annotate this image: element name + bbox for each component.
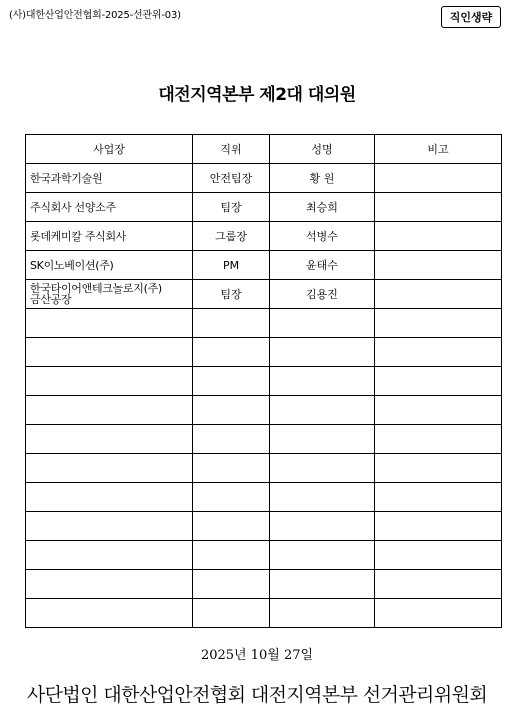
cell-name: 윤태수	[270, 251, 375, 280]
cell-workplace	[26, 599, 193, 628]
cell-note	[375, 396, 502, 425]
cell-position	[193, 599, 270, 628]
table-row	[26, 280, 502, 309]
column-header-note: 비고	[375, 135, 502, 164]
cell-workplace: 한국타이어앤테크놀로지(주) 금산공장	[26, 280, 193, 309]
cell-workplace	[26, 338, 193, 367]
table-body	[26, 164, 502, 628]
cell-note	[375, 483, 502, 512]
cell-workplace	[26, 454, 193, 483]
cell-name: 황 원	[270, 164, 375, 193]
table-row	[26, 483, 502, 512]
cell-note	[375, 599, 502, 628]
delegate-table	[25, 134, 502, 628]
cell-name: 최승희	[270, 193, 375, 222]
cell-position	[193, 396, 270, 425]
table-row	[26, 541, 502, 570]
cell-workplace: 주식회사 선양소주	[26, 193, 193, 222]
table-row	[26, 570, 502, 599]
cell-name	[270, 338, 375, 367]
table-row	[26, 425, 502, 454]
cell-note	[375, 425, 502, 454]
cell-name: 김용진	[270, 280, 375, 309]
cell-note	[375, 541, 502, 570]
cell-position	[193, 367, 270, 396]
cell-note	[375, 454, 502, 483]
cell-name	[270, 367, 375, 396]
cell-position	[193, 483, 270, 512]
cell-name	[270, 483, 375, 512]
table-header-row	[26, 135, 502, 164]
cell-name: 석병수	[270, 222, 375, 251]
seal-omitted-box: 직인생략	[441, 6, 501, 28]
table-row	[26, 164, 502, 193]
cell-note	[375, 338, 502, 367]
cell-position: 팀장	[193, 280, 270, 309]
cell-note	[375, 193, 502, 222]
table-row	[26, 309, 502, 338]
cell-workplace	[26, 396, 193, 425]
cell-position	[193, 512, 270, 541]
cell-name	[270, 309, 375, 338]
table-row	[26, 367, 502, 396]
cell-name	[270, 599, 375, 628]
cell-position	[193, 425, 270, 454]
cell-note	[375, 280, 502, 309]
column-header-name: 성명	[270, 135, 375, 164]
table-row	[26, 512, 502, 541]
cell-position	[193, 309, 270, 338]
table-row	[26, 599, 502, 628]
cell-note	[375, 512, 502, 541]
cell-workplace	[26, 483, 193, 512]
document-code: (사)대한산업안전협회-2025-선관위-03)	[9, 10, 181, 21]
cell-workplace: 한국과학기술원	[26, 164, 193, 193]
cell-note	[375, 222, 502, 251]
cell-workplace	[26, 425, 193, 454]
column-header-position: 직위	[193, 135, 270, 164]
cell-workplace	[26, 570, 193, 599]
cell-workplace	[26, 367, 193, 396]
table-row	[26, 396, 502, 425]
cell-workplace	[26, 541, 193, 570]
cell-name	[270, 396, 375, 425]
cell-name	[270, 425, 375, 454]
issue-date: 2025년 10월 27일	[200, 648, 314, 663]
cell-workplace: SK이노베이션(주)	[26, 251, 193, 280]
cell-position: 안전팀장	[193, 164, 270, 193]
cell-name	[270, 541, 375, 570]
table-row	[26, 193, 502, 222]
cell-workplace: 롯데케미칼 주식회사	[26, 222, 193, 251]
cell-name	[270, 512, 375, 541]
column-header-workplace: 사업장	[26, 135, 193, 164]
cell-position	[193, 570, 270, 599]
issuing-organization: 사단법인 대한산업안전협회 대전지역본부 선거관리위원회	[26, 684, 488, 706]
cell-position: 팀장	[193, 193, 270, 222]
cell-note	[375, 570, 502, 599]
cell-position	[193, 541, 270, 570]
cell-position: PM	[193, 251, 270, 280]
cell-position	[193, 338, 270, 367]
table-row	[26, 454, 502, 483]
cell-workplace	[26, 512, 193, 541]
cell-note	[375, 164, 502, 193]
table-row	[26, 338, 502, 367]
cell-name	[270, 454, 375, 483]
cell-position: 그룹장	[193, 222, 270, 251]
document-title: 대전지역본부 제2대 대의원	[158, 85, 356, 105]
cell-note	[375, 251, 502, 280]
cell-note	[375, 309, 502, 338]
cell-note	[375, 367, 502, 396]
table-row	[26, 251, 502, 280]
cell-workplace	[26, 309, 193, 338]
cell-position	[193, 454, 270, 483]
cell-name	[270, 570, 375, 599]
table-row	[26, 222, 502, 251]
